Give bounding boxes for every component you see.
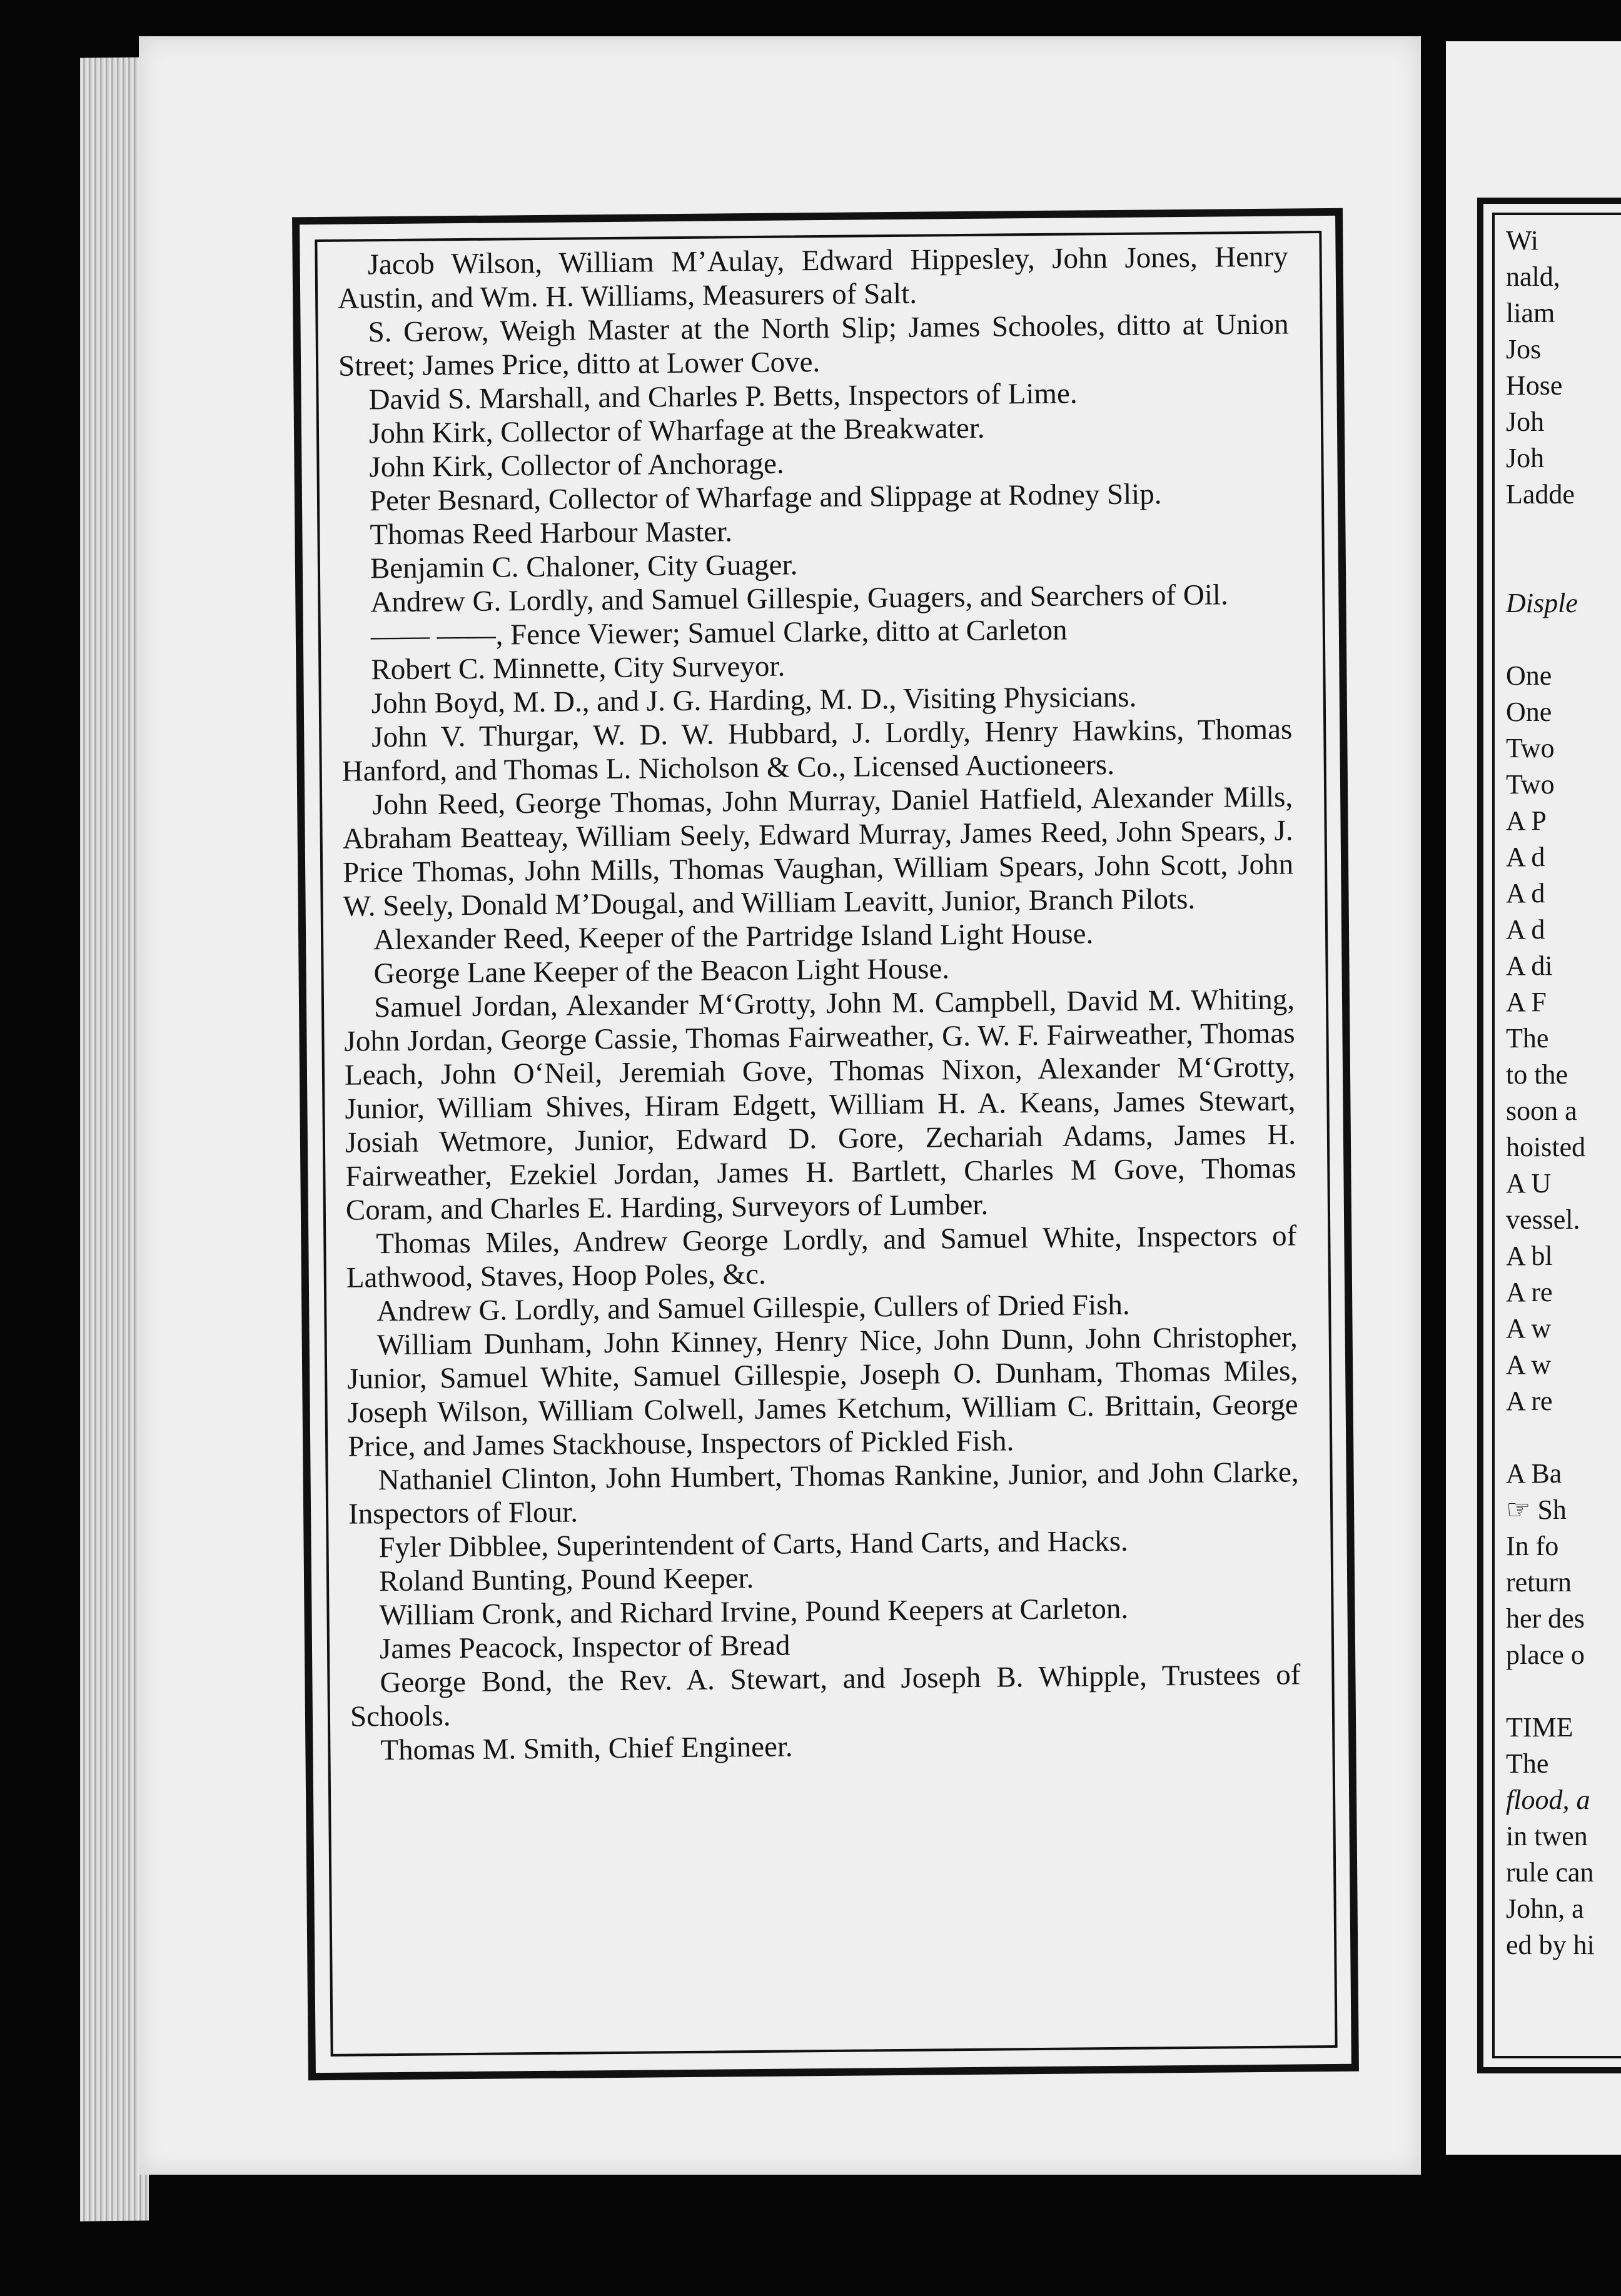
list-entry: James Peacock, Inspector of Bread	[379, 1629, 790, 1666]
fragment-line: liam	[1506, 298, 1555, 328]
fragment-line: A w	[1506, 1349, 1552, 1380]
list-entry: Andrew G. Lordly, and Samuel Gillespie, Cullers of Dried Fish.	[376, 1288, 1130, 1328]
fragment-line	[1506, 549, 1621, 585]
fragment-line: A re	[1506, 1386, 1553, 1416]
fragment-line: Joh	[1506, 406, 1545, 437]
list-entry: —— ——, Fence Viewer; Samuel Clarke, ditto at Carleton	[370, 613, 1068, 653]
fragment-line: The	[1506, 1748, 1549, 1779]
fragment-line: In fo	[1506, 1531, 1559, 1561]
fragment-line: A bl	[1506, 1241, 1553, 1271]
fragment-line	[1506, 1673, 1621, 1709]
fragment-line	[1506, 513, 1621, 549]
fragment-line: flood, a	[1506, 1785, 1590, 1815]
list-entry: S. Gerow, Weigh Master at the North Slip; James Schooles, ditto at Union Street; James Price, ditto at Lower Cove.	[338, 308, 1289, 383]
list-entry: Peter Besnard, Collector of Wharfage and Slippage at Rodney Slip.	[369, 478, 1162, 518]
list-entry: Thomas M. Smith, Chief Engineer.	[380, 1730, 793, 1767]
fragment-line	[1506, 622, 1621, 658]
fragment-line: Jos	[1506, 334, 1542, 365]
list-entry: George Lane Keeper of the Beacon Light House.	[373, 952, 950, 990]
list-entry: Fyler Dibblee, Superintendent of Carts, Hand Carts, and Hacks.	[378, 1524, 1129, 1564]
fragment-line: A w	[1506, 1313, 1552, 1344]
list-entry: Samuel Jordan, Alexander M‘Grotty, John M. Campbell, David M. Whiting, John Jordan, George Cassie, Thomas Fairweather, G. W. F. Fairweather, Thomas Leach, John O‘Neil, Jeremiah Gove, Thomas Nixon, Alexander M‘Grotty, Junior, William Shives, Hiram Edgett, William H. A. Keans, James Stewart, Josiah Wetmore, Junior, Edward D. Gore, Zechariah Adams, James H. Fairweather, Ezekiel Jordan, James H. Bartlett, Charles M Gove, Thomas Coram, and Charles E. Harding, Surveyors of Lumber.	[344, 983, 1296, 1227]
list-entry: John Reed, George Thomas, John Murray, Daniel Hatfield, Alexander Mills, Abraham Beatteay, William Seely, Edward Murray, James Reed, John Spears, J. Price Thomas, John Mills, Thomas Vaughan, William Spears, John Scott, John W. Seely, Donald M’Dougal, and William Leavitt, Junior, Branch Pilots.	[342, 780, 1294, 923]
fragment-line: place o	[1506, 1639, 1585, 1670]
fragment-line: One	[1506, 660, 1552, 691]
fragment-line: Two	[1506, 733, 1555, 763]
list-entry: Thomas Miles, Andrew George Lordly, and Samuel White, Inspectors of Lathwood, Staves, Hoop Poles, &c.	[346, 1219, 1297, 1294]
list-entry: Roland Bunting, Pound Keeper.	[378, 1562, 754, 1598]
fragment-line: TIME	[1506, 1712, 1573, 1743]
fragment-line: A re	[1506, 1277, 1553, 1307]
fragment-line: Ladde	[1506, 479, 1575, 510]
fragment-line: nald,	[1506, 261, 1560, 292]
fragment-line: A Ba	[1506, 1458, 1562, 1489]
fragment-line: A P	[1506, 805, 1547, 836]
list-entry: Thomas Reed Harbour Master.	[370, 515, 733, 551]
fragment-line: John, a	[1506, 1893, 1584, 1924]
fragment-line: Two	[1506, 769, 1555, 800]
list-entry: Andrew G. Lordly, and Samuel Gillespie, Guagers, and Searchers of Oil.	[370, 578, 1228, 619]
list-entry: John V. Thurgar, W. D. W. Hubbard, J. Lordly, Henry Hawkins, Thomas Hanford, and Thomas L. Nicholson & Co., Licensed Auctioneers.	[341, 713, 1293, 788]
fragment-line: A F	[1506, 987, 1547, 1017]
fragment-line: in twen	[1506, 1821, 1588, 1851]
list-entry: William Dunham, John Kinney, Henry Nice, John Dunn, John Christopher, Junior, Samuel White, Samuel Gillespie, Joseph O. Dunham, Thomas Miles, Joseph Wilson, William Colwell, James Ketchum, William C. Brittain, George Price, and James Stackhouse, Inspectors of Pickled Fish.	[347, 1321, 1298, 1463]
list-entry: Nathaniel Clinton, John Humbert, Thomas Rankine, Junior, and John Clarke, Inspectors of Flour.	[348, 1456, 1299, 1531]
list-entry: David S. Marshall, and Charles P. Betts, Inspectors of Lime.	[368, 377, 1078, 416]
fragment-line: ed by hi	[1506, 1930, 1595, 1960]
fragment-line: return	[1506, 1567, 1572, 1598]
fragment-line: soon a	[1506, 1095, 1577, 1126]
list-entry: Benjamin C. Chaloner, City Guager.	[370, 548, 798, 585]
list-entry: John Boyd, M. D., and J. G. Harding, M. D., Visiting Physicians.	[371, 680, 1137, 720]
fragment-line	[1506, 1419, 1621, 1456]
fragment-line: The	[1506, 1023, 1549, 1054]
list-entry: John Kirk, Collector of Anchorage.	[369, 447, 784, 484]
fragment-line: her des	[1506, 1603, 1585, 1634]
list-entry: John Kirk, Collector of Wharfage at the Breakwater.	[368, 411, 985, 450]
fragment-line: rule can	[1506, 1857, 1594, 1888]
officials-list	[337, 239, 1301, 1767]
list-entry: Jacob Wilson, William M’Aulay, Edward Hippesley, John Jones, Henry Austin, and Wm. H. Williams, Measurers of Salt.	[337, 240, 1288, 315]
list-entry: William Cronk, and Richard Irvine, Pound Keepers at Carleton.	[379, 1592, 1129, 1632]
fragment-line: A d	[1506, 878, 1545, 909]
fragment-line: Hose	[1506, 370, 1563, 401]
fragment-line: Wi	[1506, 225, 1538, 256]
fragment-line: A d	[1506, 842, 1545, 872]
right-page	[1446, 41, 1621, 2155]
fragment-line: One	[1506, 697, 1552, 727]
fragment-line: vessel.	[1506, 1204, 1580, 1235]
fragment-line: Joh	[1506, 443, 1545, 473]
fragment-line: A U	[1506, 1168, 1552, 1199]
fragment-line: hoisted	[1506, 1132, 1586, 1162]
list-entry: Robert C. Minnette, City Surveyor.	[371, 650, 785, 687]
list-entry: George Bond, the Rev. A. Stewart, and Joseph B. Whipple, Trustees of Schools.	[350, 1658, 1301, 1733]
fragment-line: ☞ Sh	[1506, 1494, 1567, 1525]
fragment-line: to the	[1506, 1059, 1568, 1090]
fragment-line: A di	[1506, 950, 1553, 981]
list-border	[292, 208, 1359, 2081]
right-page-text	[1506, 223, 1621, 1963]
list-entry: Alexander Reed, Keeper of the Partridge Island Light House.	[373, 917, 1094, 957]
fragment-line: Disple	[1506, 588, 1578, 618]
fragment-line: A d	[1506, 914, 1545, 945]
